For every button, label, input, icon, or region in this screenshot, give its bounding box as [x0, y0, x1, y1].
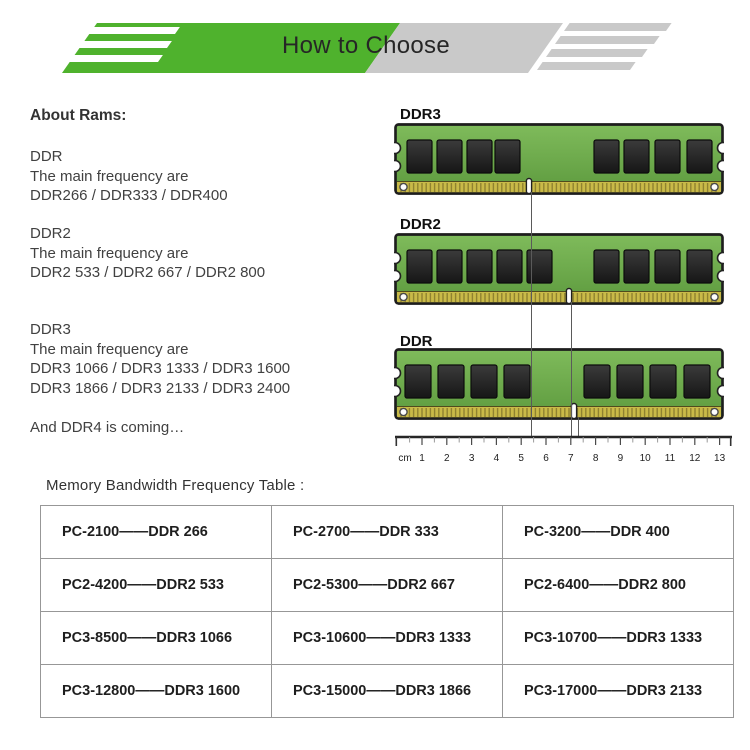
svg-text:7: 7 [568, 453, 574, 464]
table-cell: PC-3200——DDR 400 [503, 506, 734, 559]
ram-module-image-DDR [394, 348, 724, 422]
table-row [41, 665, 734, 718]
svg-text:11: 11 [664, 453, 676, 464]
banner-stripe-gray [555, 36, 660, 44]
mount-hole [711, 408, 718, 415]
notch-connector-line [531, 192, 532, 437]
edge-notch [718, 368, 725, 379]
edge-notch [394, 368, 401, 379]
edge-notch [718, 253, 725, 264]
notch-connector-line [571, 302, 572, 437]
table-cell: PC3-10700——DDR3 1333 [503, 612, 734, 665]
text-line: DDR3 1066 / DDR3 1333 / DDR3 1600 [30, 360, 291, 377]
svg-text:3: 3 [468, 453, 475, 464]
svg-text:6: 6 [543, 453, 549, 464]
mount-hole [711, 293, 718, 300]
ram-module-image-DDR2 [394, 233, 724, 307]
text-line: DDR2 533 / DDR2 667 / DDR2 800 [30, 264, 266, 281]
svg-text:10: 10 [639, 453, 651, 464]
svg-text:1: 1 [419, 453, 425, 464]
mount-hole [711, 183, 718, 190]
about-heading: About Rams: [30, 107, 127, 124]
table-cell: PC3-15000——DDR3 1866 [272, 665, 503, 718]
table-cell: PC3-8500——DDR3 1066 [41, 612, 272, 665]
edge-notch [394, 271, 401, 282]
mount-hole [400, 293, 407, 300]
banner-stripe-gray [564, 23, 672, 31]
text-line: DDR2 [30, 225, 71, 242]
ram-module-label-DDR2: DDR2 [400, 216, 441, 233]
table-cell: PC3-10600——DDR3 1333 [272, 612, 503, 665]
svg-text:13: 13 [714, 453, 726, 464]
text-line: DDR [30, 148, 63, 165]
banner-title: How to Choose [282, 32, 450, 59]
edge-notch [718, 271, 725, 282]
edge-notch [394, 253, 401, 264]
banner-slash [30, 55, 163, 62]
text-line: DDR3 [30, 321, 71, 338]
edge-notch [718, 386, 725, 397]
svg-text:4: 4 [493, 453, 500, 464]
ram-module-label-DDR3: DDR3 [400, 106, 441, 123]
mount-hole [400, 408, 407, 415]
text-line: The main frequency are [30, 244, 189, 262]
banner-slash [30, 27, 180, 34]
text-line: DDR3 1866 / DDR3 2133 / DDR3 2400 [30, 379, 291, 397]
edge-notch [394, 161, 401, 172]
table-cell: PC-2700——DDR 333 [272, 506, 503, 559]
table-cell: PC2-6400——DDR2 800 [503, 559, 734, 612]
ruler [393, 434, 738, 466]
svg-text:8: 8 [592, 453, 599, 464]
ram-module-image-DDR3 [394, 123, 724, 197]
edge-notch [394, 143, 401, 154]
banner-slash [30, 41, 172, 48]
edge-notch [718, 161, 725, 172]
about-footer: And DDR4 is coming… [30, 419, 185, 436]
text-line: DDR266 / DDR333 / DDR400 [30, 187, 228, 204]
table-cell: PC2-5300——DDR2 667 [272, 559, 503, 612]
about-paragraph-ddr3 [30, 320, 290, 398]
about-paragraph-ddr2 [30, 224, 265, 283]
banner-stripe-gray [537, 62, 636, 70]
banner-stripe-gray [546, 49, 648, 57]
table-cell: PC-2100——DDR 266 [41, 506, 272, 559]
svg-text:cm: cm [398, 453, 412, 464]
frequency-table [40, 505, 734, 718]
table-title: Memory Bandwidth Frequency Table : [46, 477, 305, 494]
about-paragraph-ddr [30, 147, 228, 206]
text-line: The main frequency are [30, 340, 189, 358]
edge-notch [718, 143, 725, 154]
table-row [41, 506, 734, 559]
ram-module-label-DDR: DDR [400, 333, 433, 350]
svg-text:5: 5 [518, 453, 524, 464]
edge-notch [394, 386, 401, 397]
svg-text:12: 12 [689, 453, 701, 464]
mount-hole [400, 183, 407, 190]
svg-text:2: 2 [444, 453, 450, 464]
table-cell: PC3-12800——DDR3 1600 [41, 665, 272, 718]
table-row [41, 612, 734, 665]
table-cell: PC2-4200——DDR2 533 [41, 559, 272, 612]
svg-text:9: 9 [617, 453, 624, 464]
text-line: The main frequency are [30, 167, 189, 185]
table-row [41, 559, 734, 612]
table-cell: PC3-17000——DDR3 2133 [503, 665, 734, 718]
